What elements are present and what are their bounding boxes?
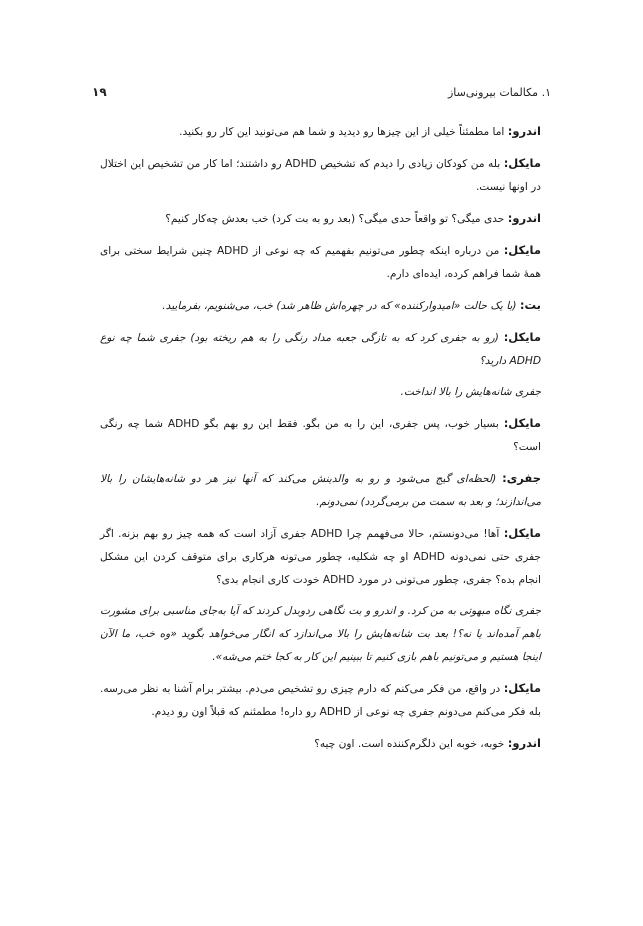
running-header xyxy=(92,82,551,102)
paragraph-6 xyxy=(100,326,541,373)
speaker-label: مایکل: xyxy=(503,156,541,170)
stage-direction: جفری نگاه مبهوتی به من کرد. و اندرو و بت نگاهی ردوبدل کردند که آیا به‌جای مناسبی برای مشورت باهم آمده‌اند یا نه؟! بعد بت شانه‌هایش را بالا می‌اندازد که انگار می‌خواهد بگوید «وه خب، ما الآن اینجا هستیم و می‌تونیم باهم بازی کنیم تا ببینیم این کار به کجا ختم می‌شه». xyxy=(100,605,541,663)
paragraph-text: (رو به جفری کرد که به تازگی جعبه مداد رنگی را به هم ریخته بود) جفری شما چه نوع ADHD دارید؟ xyxy=(100,332,541,367)
paragraph-3 xyxy=(100,207,541,231)
page-number: ۱۹ xyxy=(92,85,107,99)
paragraph-7 xyxy=(100,381,541,404)
paragraph-text: (با یک حالت «امیدوارکننده» که در چهره‌اش ظاهر شد) خب، می‌شنویم، بفرمایید. xyxy=(162,300,517,312)
paragraph-text: بله من کودکان زیادی را دیدم که تشخیص ADHD رو داشتند؛ اما کار من تشخیص این اختلال در اونها نیست. xyxy=(100,158,541,193)
paragraph-text: آها! می‌دونستم، حالا می‌فهمم چرا ADHD جفری آزاد است که همه چیز رو بهم بزنه. اگر جفری حتی نمی‌دونه ADHD او چه شکلیه، چطور می‌تونه هرکاری برای متوقف کردن این مشکل انجام بده؟ جفری، چطور می‌تونی در مورد ADHD خودت کاری انجام بدی؟ xyxy=(100,528,541,586)
paragraph-2 xyxy=(100,152,541,199)
speaker-label: اندرو: xyxy=(507,736,541,750)
paragraph-8 xyxy=(100,412,541,459)
paragraph-text: من درباره اینکه چطور می‌تونیم بفهمیم که چه نوعی از ADHD چنین شرایط سختی برای همهٔ شما فراهم کرده، ایده‌ای دارم. xyxy=(100,245,541,280)
paragraph-text: اما مطمئناً خیلی از این چیزها رو دیدید و شما هم می‌تونید این کار رو بکنید. xyxy=(179,126,505,138)
paragraph-5 xyxy=(100,294,541,318)
chapter-title: ۱. مکالمات بیرونی‌ساز xyxy=(447,85,551,99)
speaker-label: مایکل: xyxy=(503,416,541,430)
speaker-label: مایکل: xyxy=(503,330,541,344)
paragraph-text: حدی میگی؟ تو واقعاً حدی میگی؟ (بعد رو به بت کرد) خب بعدش چه‌کار کنیم؟ xyxy=(165,213,505,225)
paragraph-9 xyxy=(100,467,541,514)
paragraph-text: (لحظه‌ای گیج می‌شود و رو به والدینش می‌کند که آنها نیز هر دو شانه‌هایشان را بالا می‌اندازند؛ و بعد به سمت من برمی‌گردد) نمی‌دونم. xyxy=(100,473,541,508)
speaker-label: بت: xyxy=(519,298,541,312)
dialogue-body xyxy=(100,120,541,764)
stage-direction: جفری شانه‌هایش را بالا انداخت. xyxy=(400,386,541,398)
paragraph-text: خوبه، خوبه این دلگرم‌کننده است. اون چیه؟ xyxy=(314,738,505,750)
speaker-label: مایکل: xyxy=(503,526,542,540)
speaker-label: مایکل: xyxy=(503,243,541,257)
speaker-label: اندرو: xyxy=(507,124,541,138)
paragraph-12 xyxy=(100,677,541,724)
paragraph-text: در واقع، من فکر می‌کنم که دارم چیزی رو تشخیص می‌دم. بیشتر برام آشنا به نظر می‌رسه. بله فکر می‌کنم می‌دونم جفری چه نوعی از ADHD رو داره! مطمئنم که قبلاً اون رو دیدم. xyxy=(100,683,541,718)
speaker-label: جفری: xyxy=(502,471,541,485)
speaker-label: مایکل: xyxy=(503,681,541,695)
paragraph-11 xyxy=(100,600,541,669)
paragraph-10 xyxy=(100,522,541,592)
paragraph-4 xyxy=(100,239,541,286)
paragraph-13 xyxy=(100,732,541,756)
speaker-label: اندرو: xyxy=(507,211,541,225)
paragraph-1 xyxy=(100,120,541,144)
paragraph-text: بسیار خوب، پس جفری، این را به من بگو. فقط این رو بهم بگو ADHD شما چه رنگی است؟ xyxy=(100,418,541,453)
